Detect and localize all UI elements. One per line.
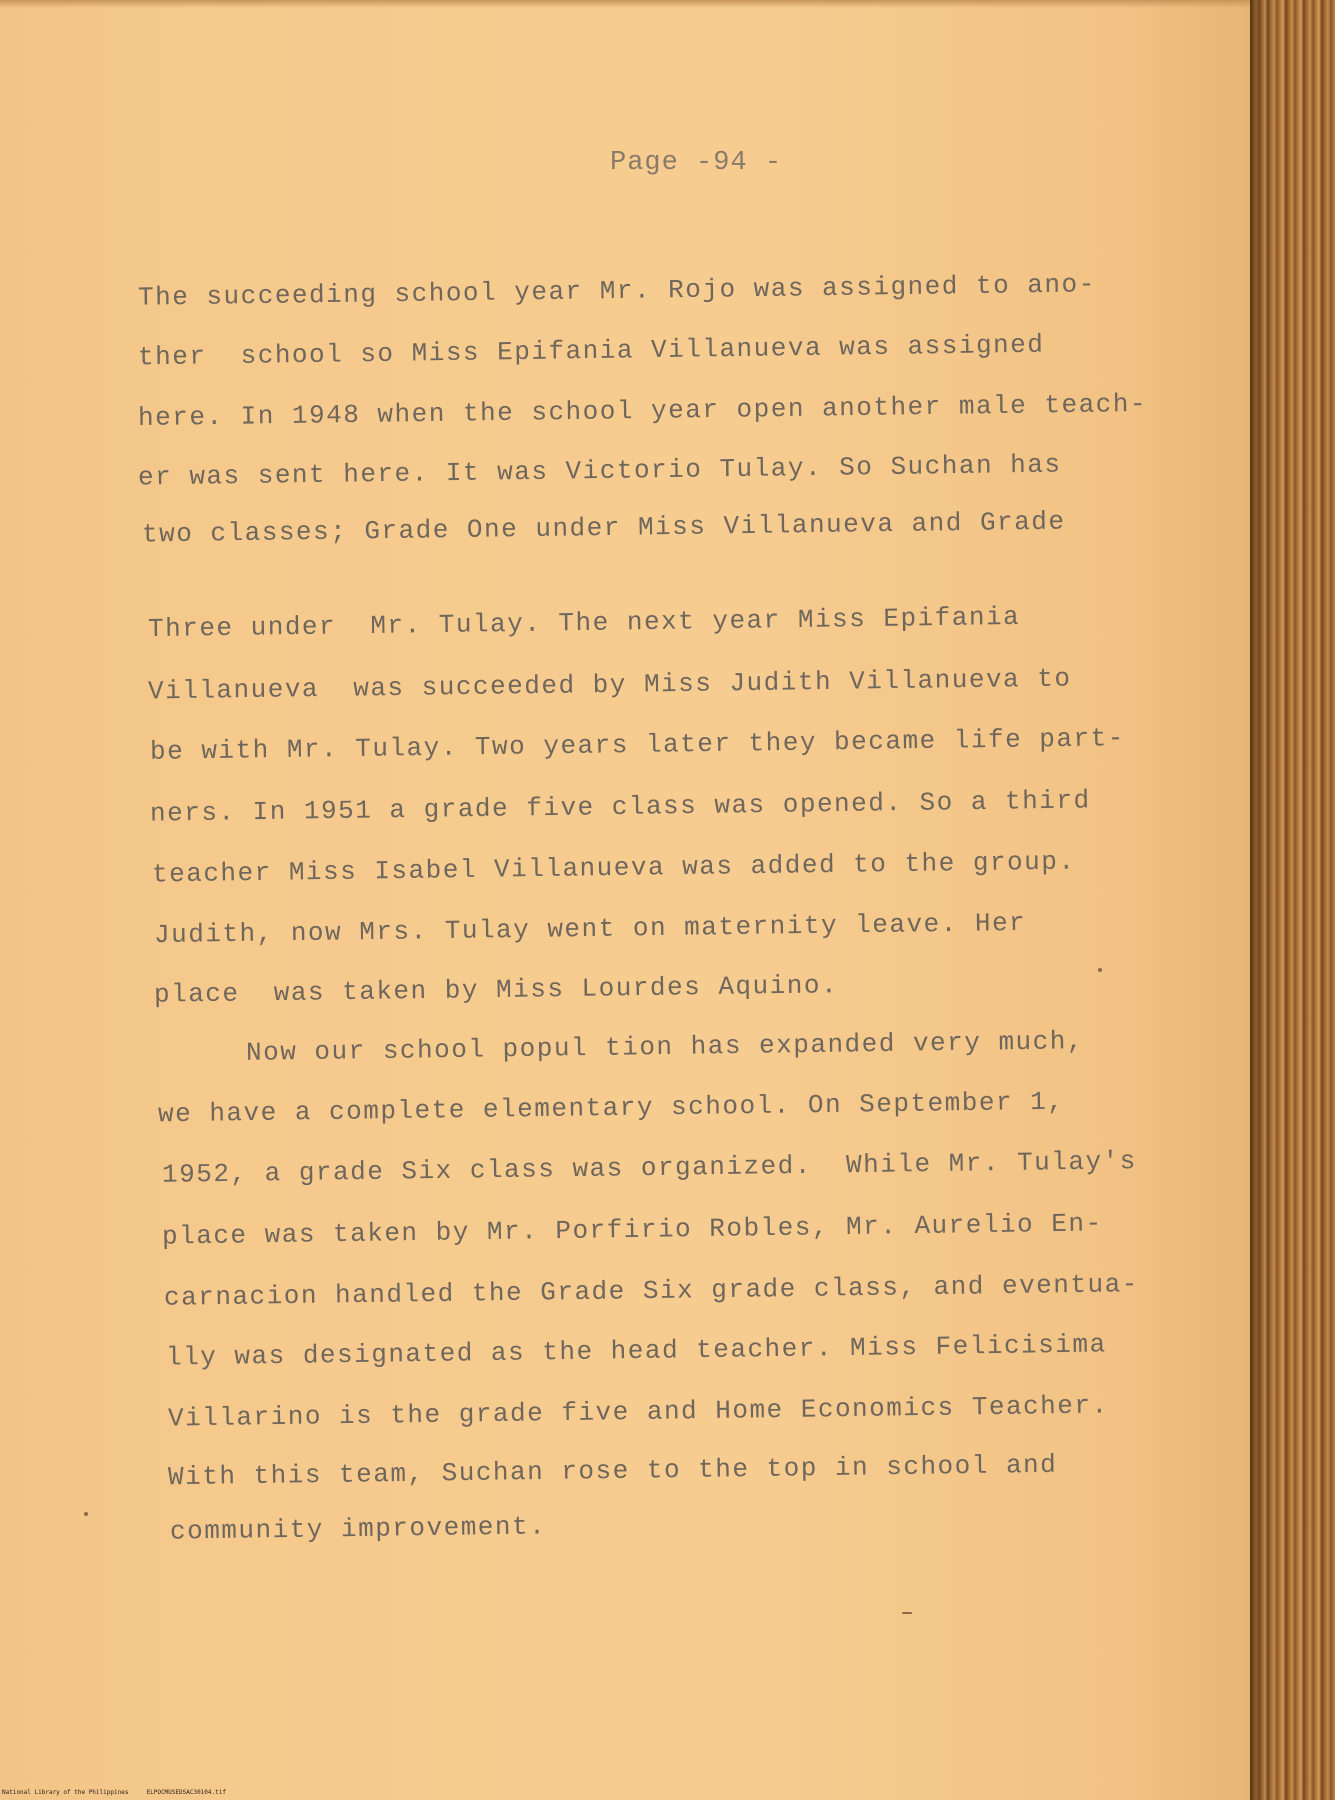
text-line: 1952, a grade Six class was organized. While Mr. Tulay's: [161, 1146, 1138, 1190]
text-line: here. In 1948 when the school year open another male teach-: [137, 388, 1148, 434]
text-line: community improvement.: [169, 1511, 547, 1547]
page-number: Page -94 -: [610, 148, 783, 178]
archive-credit: National Library of the Philippines ELPOCMUSEDSAC30104.tif: [2, 1789, 226, 1796]
page-top-edge: [0, 0, 1250, 8]
text-line: place was taken by Miss Lourdes Aquino.: [153, 970, 839, 1010]
text-line: teacher Miss Isabel Villanueva was added to the group.: [151, 846, 1076, 890]
text-line: Judith, now Mrs. Tulay went on maternity leave. Her: [153, 907, 1027, 951]
text-line: carnacion handled the Grade Six grade class, and eventua-: [163, 1269, 1140, 1313]
text-line: place was taken by Mr. Porfirio Robles, Mr. Aurelio En-: [161, 1208, 1103, 1252]
text-line: Three under Mr. Tulay. The next year Miss Epifania: [147, 601, 1021, 645]
text-line: ther school so Miss Epifania Villanueva was assigned: [137, 329, 1045, 373]
text-line: lly was designated as the head teacher. Miss Felicisima: [165, 1329, 1107, 1373]
text-line: two classes; Grade One under Miss Villanueva and Grade: [141, 506, 1066, 550]
text-line: Villarino is the grade five and Home Economics Teacher.: [167, 1390, 1109, 1434]
text-line: er was sent here. It was Victorio Tulay. So Suchan has: [137, 449, 1062, 493]
text-line: Villanueva was succeeded by Miss Judith Villanueva to: [147, 663, 1072, 707]
text-line: Now our school popul tion has expanded very much,: [245, 1026, 1085, 1068]
spine-shadow: [1250, 0, 1270, 1800]
text-line: The succeeding school year Mr. Rojo was assigned to ano-: [137, 269, 1096, 313]
text-line: be with Mr. Tulay. Two years later they became life part-: [149, 723, 1126, 767]
ink-speck: [84, 1512, 88, 1516]
text-line: With this team, Suchan rose to the top in school and: [167, 1449, 1058, 1493]
text-line: we have a complete elementary school. On September 1,: [157, 1086, 1065, 1130]
ink-speck: [902, 1612, 912, 1614]
text-line: ners. In 1951 a grade five class was opened. So a third: [149, 785, 1091, 829]
ink-speck: [1098, 968, 1102, 972]
